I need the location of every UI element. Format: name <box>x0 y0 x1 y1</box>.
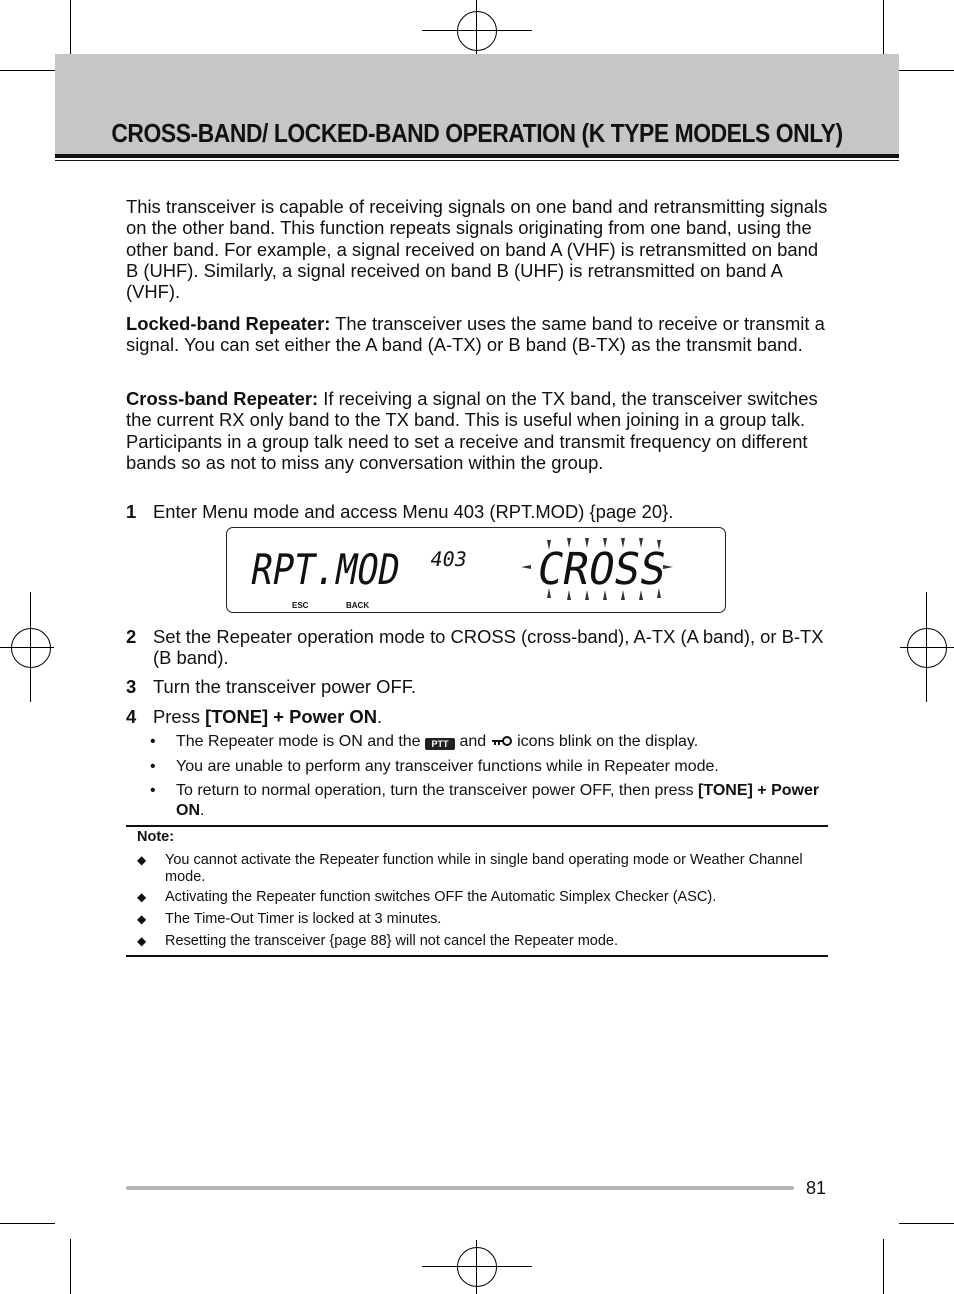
crop-mark <box>899 1223 954 1224</box>
key-icon <box>491 735 513 747</box>
registration-circle <box>907 628 947 668</box>
note-item: ◆ You cannot activate the Repeater function while in single band operating mode or Weather Channel mode. <box>137 852 803 885</box>
footer-bar <box>126 1186 794 1190</box>
step-text: Set the Repeater operation mode to CROSS (cross-band), A-TX (A band), or B-TX (B band). <box>153 626 824 669</box>
step-1 <box>126 501 828 522</box>
lcd-esc-label: ESC <box>292 601 309 610</box>
diamond-icon: ◆ <box>137 890 147 904</box>
note-item: ◆ The Time-Out Timer is locked at 3 minutes. <box>137 911 442 927</box>
step-number: 3 <box>126 676 137 697</box>
crop-mark <box>0 1223 55 1224</box>
bullet-item: • You are unable to perform any transceiver functions while in Repeater mode. <box>150 758 719 775</box>
cross-band-label: Cross-band Repeater: <box>126 388 319 409</box>
cross-band-paragraph <box>126 388 828 473</box>
diamond-icon: ◆ <box>137 934 147 948</box>
step-number: 1 <box>126 501 137 522</box>
note-rule-top <box>126 825 828 827</box>
locked-band-text: The transceiver uses the same band to receive or transmit a signal. You can set either the A band (A-TX) or B band (B-TX) as the transmit band. <box>126 313 825 356</box>
crop-mark <box>883 1239 884 1294</box>
locked-band-paragraph <box>126 313 828 356</box>
crop-mark <box>883 0 884 55</box>
step-3 <box>126 676 828 697</box>
bullet-item: • The Repeater mode is ON and the PTT and icons blink on the display. <box>150 733 699 750</box>
locked-band-label: Locked-band Repeater: <box>126 313 331 334</box>
diamond-icon: ◆ <box>137 912 147 926</box>
page-number: 81 <box>806 1178 827 1198</box>
crop-mark <box>899 70 954 71</box>
lcd-segments <box>227 528 724 611</box>
lcd-menu-number: 403 <box>428 547 469 571</box>
step-number: 2 <box>126 626 137 647</box>
registration-circle <box>457 11 497 51</box>
bullet-item: • To return to normal operation, turn the transceiver power OFF, then press [TONE] + Power ON. <box>150 782 820 819</box>
crop-mark <box>70 0 71 55</box>
intro-text: This transceiver is capable of receiving signals on one band and retransmitting signals on the other band. This function repeats signals originating from one band, using the other band. For example, a signal received on band A (VHF) is retransmitted on band B (UHF). Similarly, a signal received on band B (UHF) is retransmitted on band A (VHF). <box>126 196 828 303</box>
note-title: Note: <box>137 829 175 845</box>
step-text: Turn the transceiver power OFF. <box>153 676 417 697</box>
crop-mark <box>70 1239 71 1294</box>
note-item: ◆ Resetting the transceiver {page 88} will not cancel the Repeater mode. <box>137 933 618 949</box>
diamond-icon: ◆ <box>137 853 147 867</box>
note-item: ◆ Activating the Repeater function switches OFF the Automatic Simplex Checker (ASC). <box>137 889 717 905</box>
page-title: CROSS-BAND/ LOCKED-BAND OPERATION (K TYPE MODELS ONLY) <box>111 118 843 148</box>
key-combo: [TONE] + Power ON <box>205 706 377 727</box>
step-text: Enter Menu mode and access Menu 403 (RPT.MOD) {page 20}. <box>153 501 674 522</box>
intro-paragraph <box>126 196 828 302</box>
registration-circle <box>11 628 51 668</box>
step-number: 4 <box>126 706 137 727</box>
registration-circle <box>457 1247 497 1287</box>
lcd-value: CROSS <box>533 544 675 595</box>
note-rule-bottom <box>126 955 828 957</box>
ptt-icon: PTT <box>425 738 455 750</box>
lcd-display <box>226 527 726 613</box>
step-2 <box>126 626 828 669</box>
cross-band-text: If receiving a signal on the TX band, the transceiver switches the current RX only band to the TX band. This is useful when joining in a group talk. Participants in a group talk need to set a receive and transmit frequency on different bands so as not to miss any conversation within the group. <box>126 388 818 473</box>
step-4: 4 Press [TONE] + Power ON. <box>126 706 383 727</box>
crop-mark <box>0 70 55 71</box>
lcd-menu-name: RPT.MOD <box>247 545 433 594</box>
header-rule <box>55 154 899 158</box>
lcd-back-label: BACK <box>346 601 370 610</box>
header-rule-thin <box>55 160 899 161</box>
